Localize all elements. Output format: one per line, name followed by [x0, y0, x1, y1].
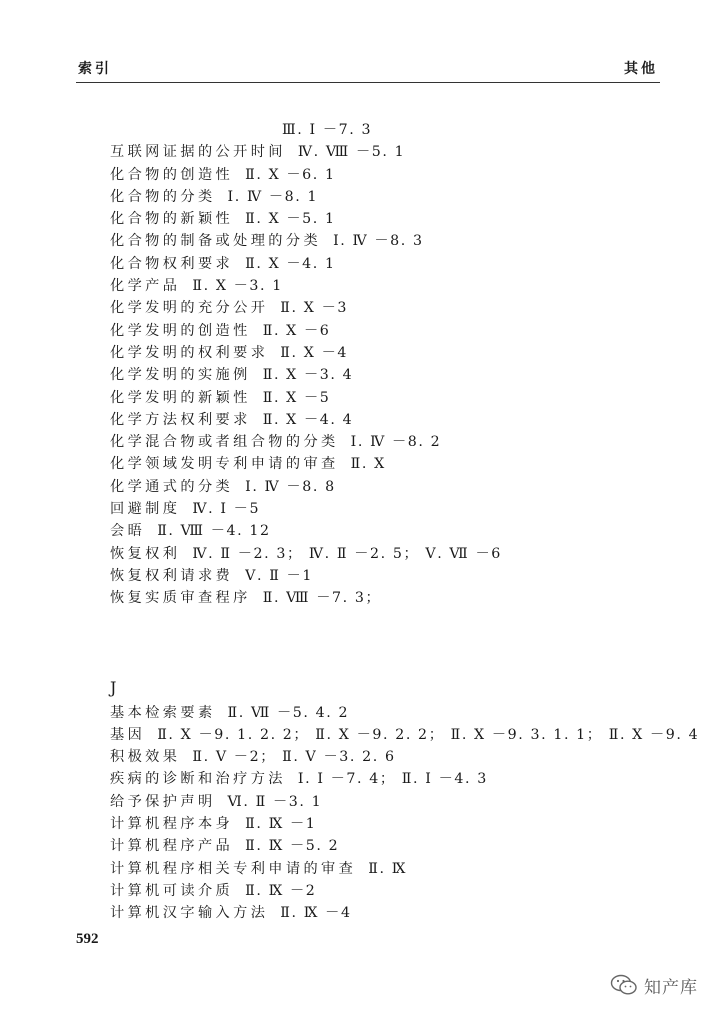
index-entry — [110, 364, 670, 386]
wechat-icon — [610, 973, 638, 997]
index-entry — [110, 702, 670, 724]
index-reference: Ⅱ. Ⅷ －7. 3； — [262, 590, 382, 607]
index-term: 化合物的新颖性 — [110, 211, 234, 228]
index-term: 回避制度 — [110, 501, 181, 518]
header-right-title: 其他 — [624, 61, 658, 77]
index-term: 互联网证据的公开时间 — [110, 144, 286, 161]
index-entry — [110, 409, 670, 431]
index-entry — [110, 141, 670, 163]
index-term: 化合物的制备或处理的分类 — [110, 233, 322, 250]
index-entry — [110, 230, 670, 252]
index-reference: Ⅱ. Ⅹ －5 — [262, 389, 331, 406]
section-letter-j: J — [110, 677, 117, 697]
index-reference: Ⅱ. Ⅴ －2； Ⅱ. Ⅴ －3. 2. 6 — [192, 749, 396, 766]
index-entries — [110, 119, 700, 925]
index-entry — [110, 724, 700, 746]
index-entry — [110, 835, 670, 857]
index-term: 化学混合物或者组合物的分类 — [110, 434, 339, 451]
index-reference: Ⅱ. Ⅶ －5. 4. 2 — [227, 704, 350, 721]
index-term: 恢复权利 — [110, 545, 181, 562]
index-reference: Ⅰ. Ⅳ －8. 3 — [333, 233, 424, 250]
index-reference: Ⅵ. Ⅱ －3. 1 — [227, 793, 323, 810]
index-term: 疾病的诊断和治疗方法 — [110, 771, 286, 788]
index-reference: Ⅱ. Ⅹ －6 — [262, 322, 331, 339]
index-entry — [110, 253, 670, 275]
watermark-text: 知产库 — [644, 977, 698, 998]
index-term: 计算机程序本身 — [110, 816, 234, 833]
index-term: 计算机程序产品 — [110, 838, 234, 855]
index-reference: Ⅱ. Ⅹ －4. 4 — [262, 411, 354, 428]
index-reference: Ⅱ. Ⅹ －3. 1 — [192, 278, 283, 295]
index-entry — [110, 813, 670, 835]
index-term: 化合物的分类 — [110, 188, 216, 205]
index-list-j — [110, 702, 700, 925]
index-reference: Ⅳ. Ⅰ －5 — [192, 501, 261, 518]
index-entry — [110, 880, 670, 902]
index-entry — [110, 858, 670, 880]
index-reference: Ⅱ. Ⅷ －4. 12 — [157, 523, 271, 540]
index-entry — [110, 342, 670, 364]
index-reference: Ⅱ. Ⅸ －1 — [245, 816, 317, 833]
continuation-reference: Ⅲ. Ⅰ －7. 3 — [282, 122, 373, 138]
index-term: 化学发明的创造性 — [110, 322, 251, 339]
index-entry — [110, 587, 670, 609]
page-number: 592 — [76, 931, 99, 947]
index-entry — [110, 431, 670, 453]
index-term: 基因 — [110, 726, 146, 743]
index-entry — [110, 453, 670, 475]
index-term: 计算机程序相关专利申请的审查 — [110, 860, 357, 877]
index-entry — [110, 297, 670, 319]
index-term: 化学发明的实施例 — [110, 367, 251, 384]
index-reference: Ⅱ. Ⅸ －4 — [280, 905, 352, 922]
index-reference: Ⅱ. Ⅹ — [350, 456, 386, 473]
index-reference: Ⅰ. Ⅳ －8. 8 — [245, 478, 336, 495]
index-entry — [110, 768, 670, 790]
index-term: 恢复权利请求费 — [110, 567, 234, 584]
index-entry — [110, 791, 670, 813]
index-term: 化合物权利要求 — [110, 255, 234, 272]
running-header — [76, 58, 660, 83]
index-reference: Ⅱ. Ⅹ －5. 1 — [245, 211, 336, 228]
index-term: 化学通式的分类 — [110, 478, 234, 495]
index-list-h — [110, 141, 670, 609]
index-entry — [110, 520, 670, 542]
section-gap — [110, 610, 670, 674]
index-reference: Ⅱ. Ⅹ －6. 1 — [245, 166, 336, 183]
index-entry — [110, 746, 670, 768]
index-reference: Ⅱ. Ⅸ －5. 2 — [245, 838, 340, 855]
index-reference: Ⅱ. Ⅹ －9. 1. 2. 2； Ⅱ. Ⅹ －9. 2. 2； Ⅱ. Ⅹ －9. 3. 1. 1； Ⅱ. Ⅹ －9. 4 — [157, 726, 700, 743]
index-entry — [110, 320, 670, 342]
index-reference: Ⅴ. Ⅱ －1 — [245, 567, 313, 584]
index-reference: Ⅳ. Ⅱ －2. 3； Ⅳ. Ⅱ －2. 5； Ⅴ. Ⅶ －6 — [192, 545, 502, 562]
index-entry — [110, 186, 670, 208]
index-term: 化学产品 — [110, 278, 181, 295]
index-entry — [110, 387, 670, 409]
index-entry — [110, 902, 670, 924]
index-entry — [110, 208, 670, 230]
index-entry — [110, 543, 670, 565]
index-term: 计算机汉字输入方法 — [110, 905, 269, 922]
index-reference: Ⅱ. Ⅹ －4 — [280, 344, 348, 361]
index-entry — [110, 275, 670, 297]
index-reference: Ⅱ. Ⅹ －3 — [280, 300, 348, 317]
index-reference: Ⅱ. Ⅹ －4. 1 — [245, 255, 336, 272]
index-entry — [110, 476, 670, 498]
index-term: 化学领域发明专利申请的审查 — [110, 456, 339, 473]
index-reference: Ⅰ. Ⅳ －8. 2 — [350, 434, 442, 451]
index-term: 化学发明的充分公开 — [110, 300, 269, 317]
header-left-title: 索引 — [78, 61, 112, 77]
watermark — [610, 970, 698, 1000]
index-reference: Ⅱ. Ⅸ — [368, 860, 407, 877]
index-reference: Ⅱ. Ⅹ －3. 4 — [262, 367, 354, 384]
index-term: 化学发明的新颖性 — [110, 389, 251, 406]
index-term: 会晤 — [110, 523, 146, 540]
index-term: 化学发明的权利要求 — [110, 344, 269, 361]
index-term: 恢复实质审查程序 — [110, 590, 251, 607]
index-term: 积极效果 — [110, 749, 181, 766]
index-entry — [110, 164, 670, 186]
index-entry — [110, 565, 670, 587]
index-reference: Ⅱ. Ⅸ －2 — [245, 882, 317, 899]
index-reference: Ⅰ. Ⅰ －7. 4； Ⅱ. Ⅰ －4. 3 — [297, 771, 488, 788]
index-term: 基本检索要素 — [110, 704, 216, 721]
index-term: 化学方法权利要求 — [110, 411, 251, 428]
index-reference: Ⅰ. Ⅳ －8. 1 — [227, 188, 319, 205]
index-term: 给予保护声明 — [110, 793, 216, 810]
index-reference: Ⅳ. Ⅷ －5. 1 — [297, 144, 406, 161]
index-term: 计算机可读介质 — [110, 882, 234, 899]
index-entry — [110, 498, 670, 520]
index-term: 化合物的创造性 — [110, 166, 234, 183]
